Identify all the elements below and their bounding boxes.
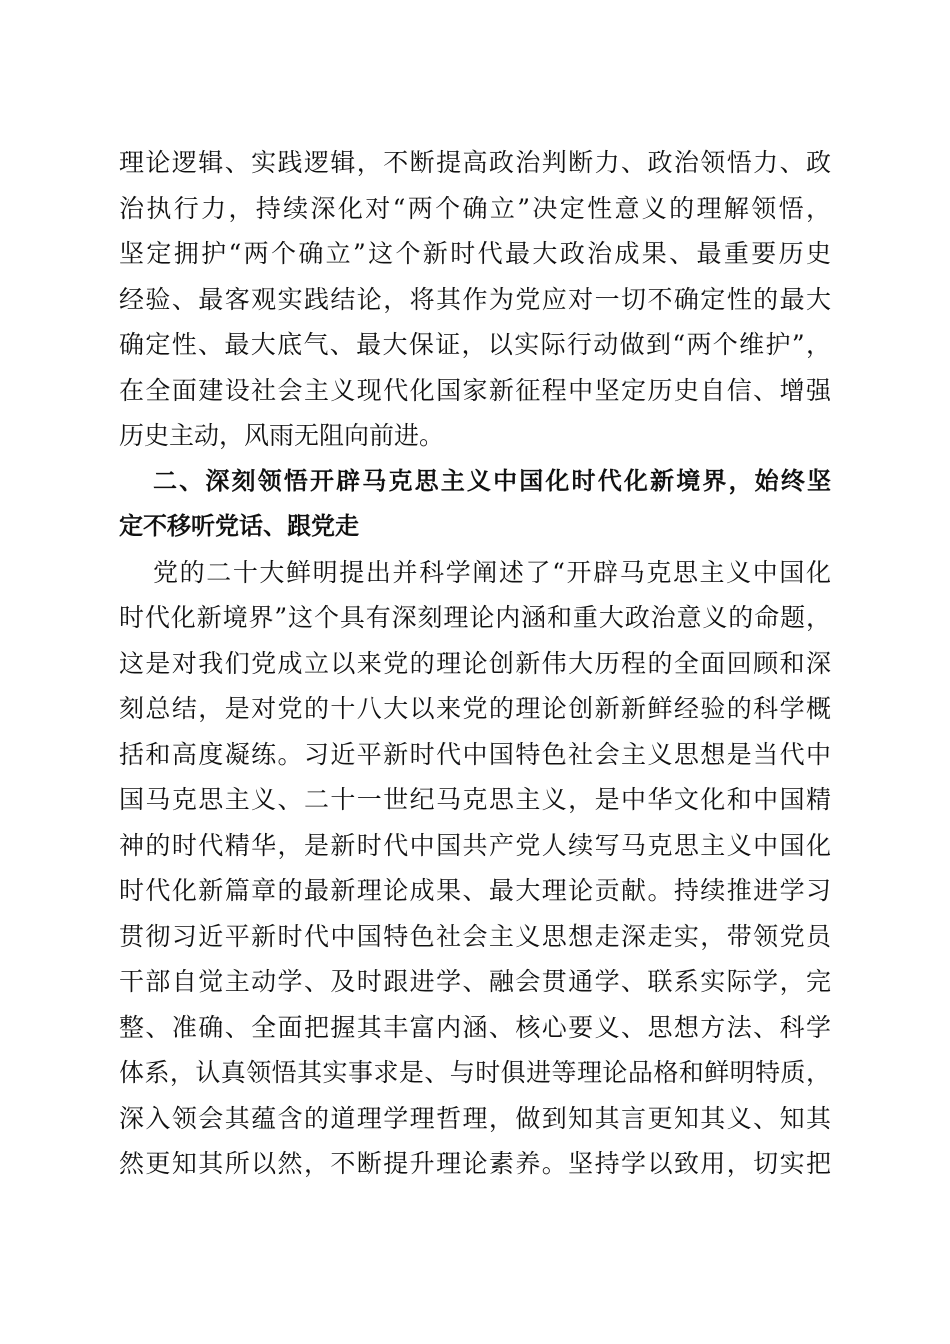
section-paragraph [119, 550, 831, 1187]
paragraph-line: 历史主动，风雨无阻向前进。 [119, 421, 445, 450]
heading-line: 定不移听党话、跟党走 [119, 512, 359, 540]
paragraph-line: 体系，认真领悟其实事求是、与时俱进等理论品格和鲜明特质， [119, 1058, 831, 1087]
paragraph-line: 时代化新篇章的最新理论成果、最大理论贡献。持续推进学习 [119, 876, 831, 905]
paragraph-line: 坚定拥护“两个确立”这个新时代最大政治成果、最重要历史 [119, 239, 831, 268]
paragraph-line: 在全面建设社会主义现代化国家新征程中坚定历史自信、增强 [119, 375, 831, 405]
paragraph-line: 神的时代精华，是新时代中国共产党人续写马克思主义中国化 [119, 830, 831, 860]
paragraph-line: 国马克思主义、二十一世纪马克思主义，是中华文化和中国精 [119, 785, 831, 814]
heading-line: 二、深刻领悟开辟马克思主义中国化时代化新境界，始终坚 [153, 466, 831, 495]
paragraph-line: 然更知其所以然，不断提升理论素养。坚持学以致用，切实把 [119, 1149, 831, 1178]
paragraph-line: 括和高度凝练。习近平新时代中国特色社会主义思想是当代中 [119, 739, 831, 769]
paragraph-line: 时代化新境界”这个具有深刻理论内涵和重大政治意义的命题， [119, 603, 831, 632]
document-body [119, 140, 831, 1187]
paragraph-line: 整、准确、全面把握其丰富内涵、核心要义、思想方法、科学 [119, 1012, 831, 1042]
paragraph-line: 理论逻辑、实践逻辑，不断提高政治判断力、政治领悟力、政 [119, 148, 831, 177]
paragraph-line: 经验、最客观实践结论，将其作为党应对一切不确定性的最大 [119, 284, 831, 314]
paragraph-line: 深入领会其蕴含的道理学理哲理，做到知其言更知其义、知其 [119, 1103, 831, 1133]
paragraph-line: 确定性、最大底气、最大保证，以实际行动做到“两个维护”， [119, 330, 831, 359]
section-heading [119, 459, 831, 550]
paragraph-line: 干部自觉主动学、及时跟进学、融会贯通学、联系实际学，完 [119, 967, 831, 996]
paragraph-line: 这是对我们党成立以来党的理论创新伟大历程的全面回顾和深 [119, 648, 831, 678]
paragraph-line: 党的二十大鲜明提出并科学阐述了“开辟马克思主义中国化 [153, 557, 831, 587]
paragraph-continuation [119, 140, 831, 459]
paragraph-line: 贯彻习近平新时代中国特色社会主义思想走深走实，带领党员 [119, 921, 831, 951]
paragraph-line: 治执行力，持续深化对“两个确立”决定性意义的理解领悟， [119, 193, 831, 223]
paragraph-line: 刻总结，是对党的十八大以来党的理论创新新鲜经验的科学概 [119, 694, 831, 723]
